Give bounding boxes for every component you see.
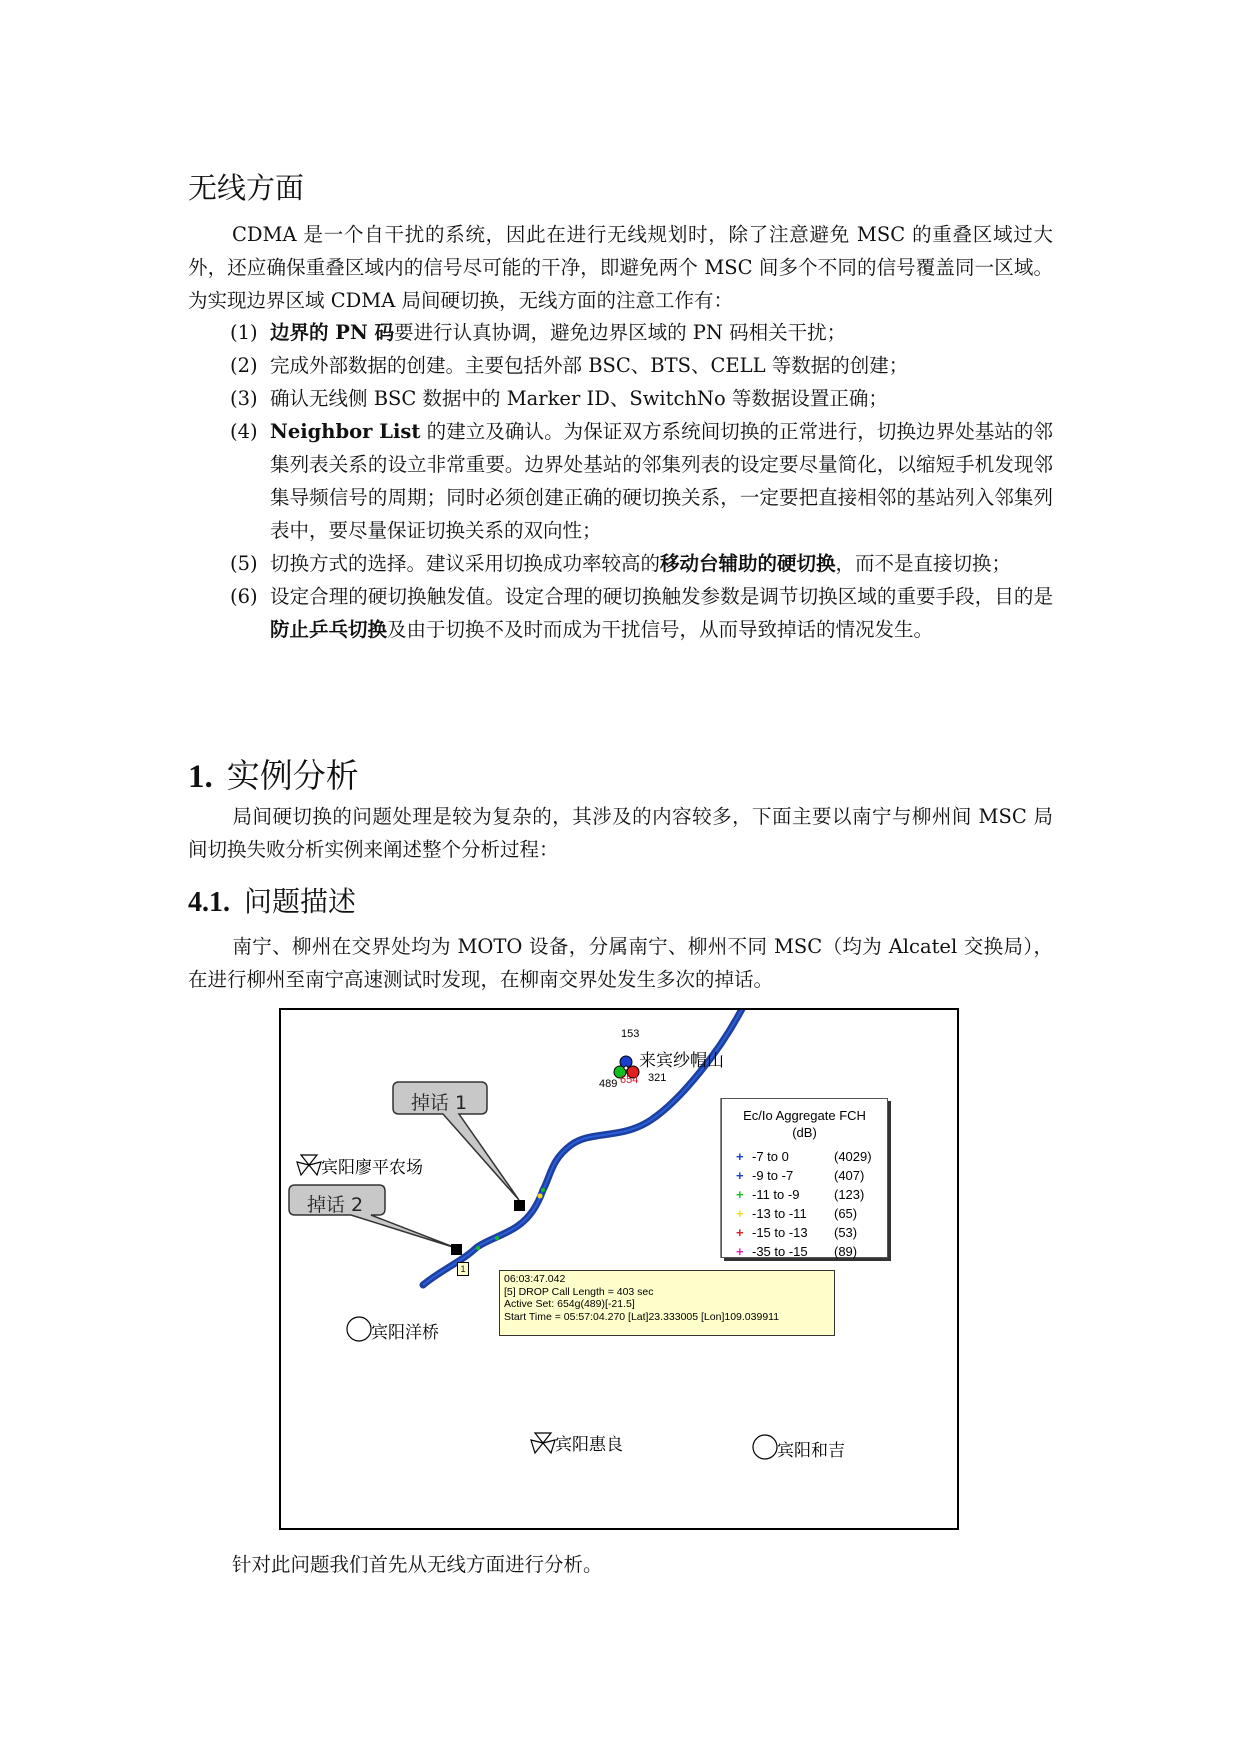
site-label-laibin: 来宾纱帽山	[639, 1051, 724, 1071]
ecio-legend	[721, 1098, 888, 1258]
site-label-yangqiao: 宾阳洋桥	[371, 1323, 439, 1343]
legend-range: -35 to -15	[752, 1244, 808, 1259]
legend-row	[736, 1185, 887, 1204]
drop2-marker	[451, 1244, 462, 1255]
list-item: (1) 边界的 PN 码要进行认真协调，避免边界区域的 PN 码相关干扰；	[230, 321, 847, 344]
drive-test-map	[279, 1008, 959, 1530]
callout-drop1-text: 掉话 1	[411, 1092, 468, 1114]
site-label-huiliang: 宾阳惠良	[555, 1435, 623, 1455]
route-dot-green	[495, 1236, 499, 1240]
pn-label-left: 489	[599, 1078, 618, 1090]
intro-paragraph: CDMA 是一个自干扰的系统，因此在进行无线规划时，除了注意避免 MSC 的重叠区域过大外，还应确保重叠区域内的信号尽可能的干净，即避免两个 MSC 间多个不同的信号覆盖同一区域。为实现边界区域 CDMA 局间硬切换，无线方面的注意工作有：	[188, 223, 1053, 312]
legend-range: -11 to -9	[752, 1187, 800, 1202]
callout-drop2-text: 掉话 2	[307, 1194, 364, 1216]
heading-problem-description: 4.1. 问题描述	[188, 885, 357, 918]
route-dot-green	[541, 1188, 545, 1192]
drop-call-tooltip: 06:03:47.042 [5] DROP Call Length = 403 sec Active Set: 654g(489)[-21.5] Start Time = 05:57:04.270 [Lat]23.333005 [Lon]109.039911	[499, 1270, 835, 1336]
legend-count: (89)	[834, 1244, 858, 1259]
list-item: (5) 切换方式的选择。建议采用切换成功率较高的移动台辅助的硬切换，而不是直接切换；	[230, 552, 1012, 575]
legend-marker-icon: +	[736, 1187, 744, 1202]
drop-marker-tag: 1	[457, 1262, 469, 1276]
pn-label-top: 153	[621, 1028, 640, 1040]
pn-label-right: 321	[648, 1072, 667, 1084]
site-label-heji: 宾阳和吉	[777, 1441, 845, 1461]
heading-example-analysis: 1. 实例分析	[188, 756, 359, 795]
legend-row	[736, 1147, 887, 1166]
wireless-checklist	[230, 316, 1053, 646]
drop1-marker	[514, 1200, 525, 1211]
section-heading: 无线方面	[188, 171, 305, 205]
list-item: (4) Neighbor List 的建立及确认。为保证双方系统间切换的正常进行，切换边界处基站的邻集列表关系的设立非常重要。边界处基站的邻集列表的设定要尽量简化，以缩短手机发现邻集导频信号的周期；同时必须创建正确的硬切换关系，一定要把直接相邻的基站列入邻集列表中，要尽量保证切换关系的双向性；	[230, 420, 1053, 542]
legend-row	[736, 1166, 887, 1185]
legend-range: -15 to -13	[752, 1225, 808, 1240]
legend-count: (123)	[834, 1187, 865, 1202]
legend-marker-icon: +	[736, 1206, 744, 1221]
list-item: (6) 设定合理的硬切换触发值。设定合理的硬切换触发参数是调节切换区域的重要手段，目的是防止乒乓切换及由于切换不及时而成为干扰信号，从而导致掉话的情况发生。	[230, 585, 1053, 641]
list-item: (2) 完成外部数据的创建。主要包括外部 BSC、BTS、CELL 等数据的创建；	[230, 354, 909, 377]
legend-count: (4029)	[834, 1149, 872, 1164]
pn-label-mid: 654	[620, 1074, 639, 1086]
legend-marker-icon: +	[736, 1244, 744, 1259]
route-dot-yellow	[538, 1194, 543, 1199]
legend-range: -7 to 0	[752, 1149, 789, 1164]
legend-title: Ec/Io Aggregate FCH (dB)	[743, 1108, 866, 1140]
closing-paragraph: 针对此问题我们首先从无线方面进行分析。	[232, 1553, 603, 1576]
legend-rows	[722, 1147, 887, 1261]
legend-count: (407)	[834, 1168, 865, 1183]
site-label-liaoping: 宾阳廖平农场	[321, 1158, 423, 1178]
route-dot-green	[476, 1246, 480, 1250]
heji-site-icon	[753, 1435, 777, 1459]
legend-count: (65)	[834, 1206, 858, 1221]
liaoping-site-icon	[297, 1155, 321, 1175]
problem-paragraph: 南宁、柳州在交界处均为 MOTO 设备，分属南宁、柳州不同 MSC（均为 Alcatel 交换局），在进行柳州至南宁高速测试时发现，在柳南交界处发生多次的掉话。	[188, 935, 1053, 991]
legend-marker-icon: +	[736, 1168, 744, 1183]
legend-count: (53)	[834, 1225, 858, 1240]
huiliang-site-icon	[531, 1433, 555, 1453]
legend-range: -13 to -11	[752, 1206, 807, 1221]
yangqiao-site-icon	[347, 1317, 371, 1341]
analysis-paragraph: 局间硬切换的问题处理是较为复杂的，其涉及的内容较多，下面主要以南宁与柳州间 MSC 局间切换失败分析实例来阐述整个分析过程：	[188, 805, 1053, 861]
legend-marker-icon: +	[736, 1149, 744, 1164]
legend-range: -9 to -7	[752, 1168, 794, 1183]
legend-row	[736, 1242, 887, 1261]
legend-marker-icon: +	[736, 1225, 744, 1240]
list-item: (3) 确认无线侧 BSC 数据中的 Marker ID、SwitchNo 等数据设置正确；	[230, 387, 888, 410]
legend-row	[736, 1204, 887, 1223]
legend-row	[736, 1223, 887, 1242]
